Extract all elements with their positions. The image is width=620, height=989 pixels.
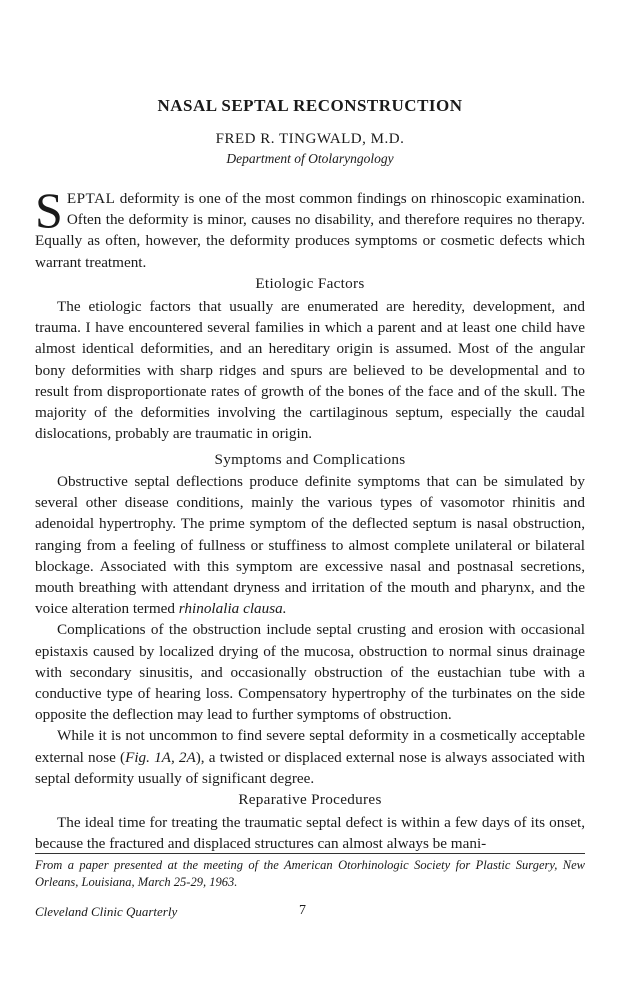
figure-reference: Fig. 1A, 2A bbox=[125, 748, 196, 766]
paragraph bbox=[35, 471, 585, 619]
intro-first-words: EPTAL bbox=[66, 190, 116, 207]
footnote: From a paper presented at the meeting of the American Otorhinologic Society for Plastic Surgery, New Orleans, Louisiana, March 25-29, 1963. bbox=[35, 858, 585, 889]
journal-name: Cleveland Clinic Quarterly bbox=[35, 904, 178, 919]
paragraph: Complications of the obstruction include septal crusting and erosion with occasional epistaxis caused by localized drying of the mucosa, obstruction to normal sinus drainage with secondary sinusitis, and occasionally obstruction of the eustachian tube with a conductive type of hearing loss. Compensatory hypertrophy of the turbinates on the side opposite the deflection may lead to further symptoms of obstruction. bbox=[35, 621, 585, 724]
article-title: NASAL SEPTAL RECONSTRUCTION bbox=[157, 96, 463, 115]
section-heading-symptoms: Symptoms and Complications bbox=[214, 451, 406, 468]
paragraph bbox=[35, 725, 585, 789]
footnote-divider bbox=[35, 853, 585, 854]
paragraph: The ideal time for treating the traumatic septal defect is within a few days of its onset, because the fractured and displaced structures can almost always be mani- bbox=[35, 814, 585, 853]
section-symptoms bbox=[35, 471, 585, 789]
paragraph-text: ), a twisted or displaced external nose is always associated with septal deformity usually of significant degree. bbox=[35, 748, 585, 787]
paragraph: The etiologic factors that usually are enumerated are heredity, development, and trauma. I have encountered several families in which a parent and at least one child have almost identical deformities, and an hereditary origin is assumed. Most of the angular bony deformities with sharp ridges and spurs are believed to be developmental and to result from disproportionate rates of growth of the bones of the face and of the skull. The majority of the deformities involving the cartilaginous septum, especially the caudal dislocations, probably are traumatic in origin. bbox=[35, 298, 585, 443]
author-department: Department of Otolaryngology bbox=[226, 151, 394, 166]
section-heading-etiologic: Etiologic Factors bbox=[255, 275, 365, 292]
page-number: 7 bbox=[299, 903, 306, 918]
section-heading-reparative: Reparative Procedures bbox=[238, 791, 382, 808]
article-author: FRED R. TINGWALD, M.D. bbox=[215, 131, 405, 147]
intro-text: deformity is one of the most common findings on rhinoscopic examination. Often the deformity is minor, causes no disability, and therefore requires no therapy. Equally as often, however, the deformity produces symptoms or cosmetic defects which warrant treatment. bbox=[35, 190, 585, 271]
paragraph-text: While it is not uncommon to find severe septal deformity in a cosmetically acceptable external nose ( bbox=[35, 727, 585, 766]
section-etiologic bbox=[35, 296, 585, 444]
section-reparative bbox=[35, 812, 585, 854]
journal-page bbox=[35, 0, 585, 989]
term-italic: rhinolalia clausa. bbox=[178, 600, 287, 618]
drop-cap: S bbox=[35, 182, 63, 238]
paragraph-text: Obstructive septal deflections produce definite symptoms that can be simulated by several other disease conditions, mainly the various types of vasomotor rhinitis and adenoidal hypertrophy. The prime symptom of the deflected septum is nasal obstruction, ranging from a feeling of fullness or stuffiness to almost complete unilateral or bilateral blockage. Associated with this symptom are excessive nasal and postnasal secretions, mouth breathing with attendant dryness and irritation of the mouth and pharynx, and the voice alteration termed bbox=[35, 473, 585, 618]
intro-paragraph bbox=[35, 182, 585, 273]
